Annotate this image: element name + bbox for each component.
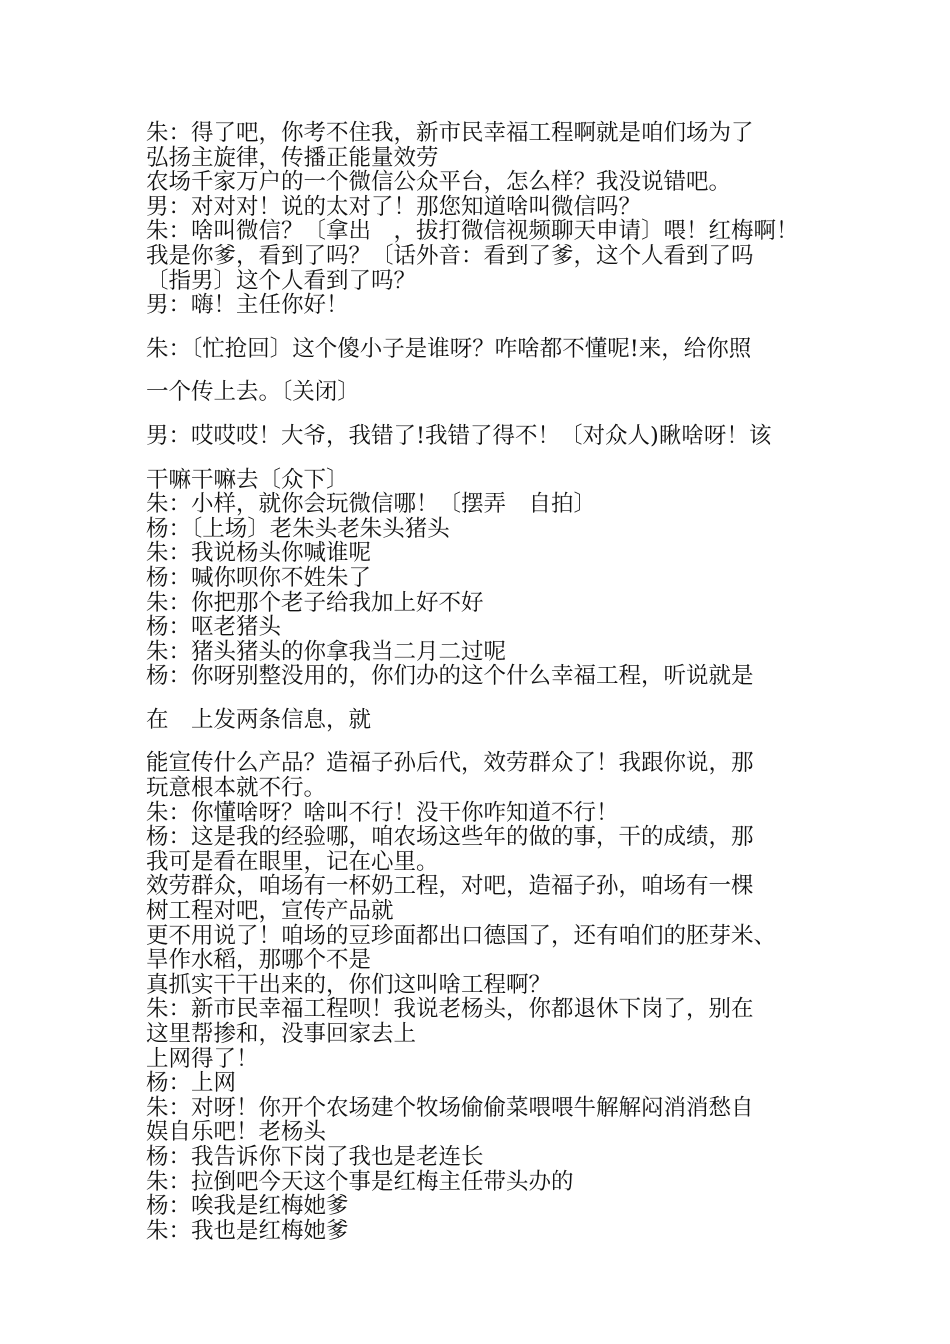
- script-line: 男：对对对！说的太对了！那您知道啥叫微信吗？: [146, 193, 642, 220]
- script-line: 杨：呕老猪头: [146, 614, 282, 641]
- script-line: 杨：〔上场〕老朱头老朱头猪头: [146, 515, 450, 542]
- script-line: 上网得了！: [146, 1045, 259, 1072]
- script-line: 这里帮掺和，没事回家去上: [146, 1021, 417, 1047]
- script-line: 朱：得了吧，你考不住我，新市民幸福工程啊就是咱们场为了: [146, 120, 754, 146]
- script-line: 干嘛干嘛去〔众下〕: [146, 466, 349, 493]
- script-line: 农场千家万户的一个微信公众平台，怎么样？我没说错吧。: [146, 169, 732, 196]
- script-line: 杨：上网: [146, 1070, 237, 1097]
- document-body: [146, 121, 816, 1243]
- script-line: 杨：你呀别整没用的，你们办的这个什么幸福工程，听说就是: [146, 663, 754, 690]
- script-line: 男：哎哎哎！大爷，我错了!我错了得不！〔对众人)瞅啥呀！该: [146, 422, 772, 449]
- script-line: 杨：我告诉你下岗了我也是老连长: [146, 1143, 484, 1170]
- paragraph-gap: [146, 361, 816, 380]
- script-line: 在 上发两条信息，就: [146, 706, 372, 733]
- script-line: 杨：这是我的经验哪，咱农场这些年的做的事，干的成绩，那: [146, 824, 754, 851]
- script-line: 一个传上去。〔关闭〕: [146, 379, 360, 406]
- script-line: 真抓实干干出来的，你们这叫啥工程啊？: [146, 971, 552, 998]
- script-line: 效劳群众，咱场有一杯奶工程，对吧，造福子孙，咱场有一棵: [146, 873, 754, 900]
- paragraph-gap: [146, 732, 816, 751]
- paragraph-gap: [146, 689, 816, 708]
- script-line: 〔指男〕这个人看到了吗？: [146, 267, 417, 294]
- script-line: 杨：唉我是红梅她爹: [146, 1193, 349, 1220]
- paragraph-gap: [146, 318, 816, 337]
- script-line: 朱：〔忙抢回〕这个傻小子是谁呀？咋啥都不懂呢!来，给你照: [146, 335, 752, 362]
- script-line: 朱：你懂啥呀？啥叫不行！没干你咋知道不行！: [146, 799, 619, 826]
- script-line: 朱：小样，就你会玩微信哪！〔摆弄 自拍〕: [146, 491, 597, 518]
- script-line: 能宣传什么产品？造福子孙后代，效劳群众了！我跟你说，那: [146, 750, 754, 777]
- script-line: 弘扬主旋律，传播正能量效劳: [146, 144, 439, 171]
- script-line: 男：嗨！主任你好！: [146, 292, 349, 319]
- script-line: 树工程对吧，宣传产品就: [146, 898, 394, 925]
- script-line: 朱：我也是红梅她爹: [146, 1217, 349, 1244]
- script-line: 朱：我说杨头你喊谁呢: [146, 540, 372, 567]
- script-line: 更不用说了！咱场的豆珍面都出口德国了，还有咱们的胚芽米、: [146, 922, 777, 949]
- script-line: 朱：新市民幸福工程呗！我说老杨头，你都退休下岗了，别在: [146, 996, 754, 1023]
- script-line: 朱：拉倒吧今天这个事是红梅主任带头办的: [146, 1168, 574, 1195]
- script-line: 朱：对呀！你开个农场建个牧场偷偷菜喂喂牛解解闷消消愁自: [146, 1094, 754, 1121]
- script-line: 朱：啥叫微信？〔拿出 ，拔打微信视频聊天申请〕喂！红梅啊！: [146, 218, 799, 245]
- paragraph-gap: [146, 405, 816, 424]
- script-line: 我可是看在眼里，记在心里。: [146, 848, 439, 875]
- script-line: 朱：你把那个老子给我加上好不好: [146, 589, 484, 616]
- script-line: 玩意根本就不行。: [146, 775, 327, 802]
- script-line: 朱：猪头猪头的你拿我当二月二过呢: [146, 638, 507, 665]
- script-line: 我是你爹，看到了吗？〔话外音：看到了爹，这个人看到了吗: [146, 242, 754, 269]
- script-line: 旱作水稻，那哪个不是: [146, 947, 372, 974]
- script-line: 杨：喊你呗你不姓朱了: [146, 564, 372, 591]
- script-line: 娱自乐吧！老杨头: [146, 1119, 327, 1146]
- paragraph-gap: [146, 449, 816, 468]
